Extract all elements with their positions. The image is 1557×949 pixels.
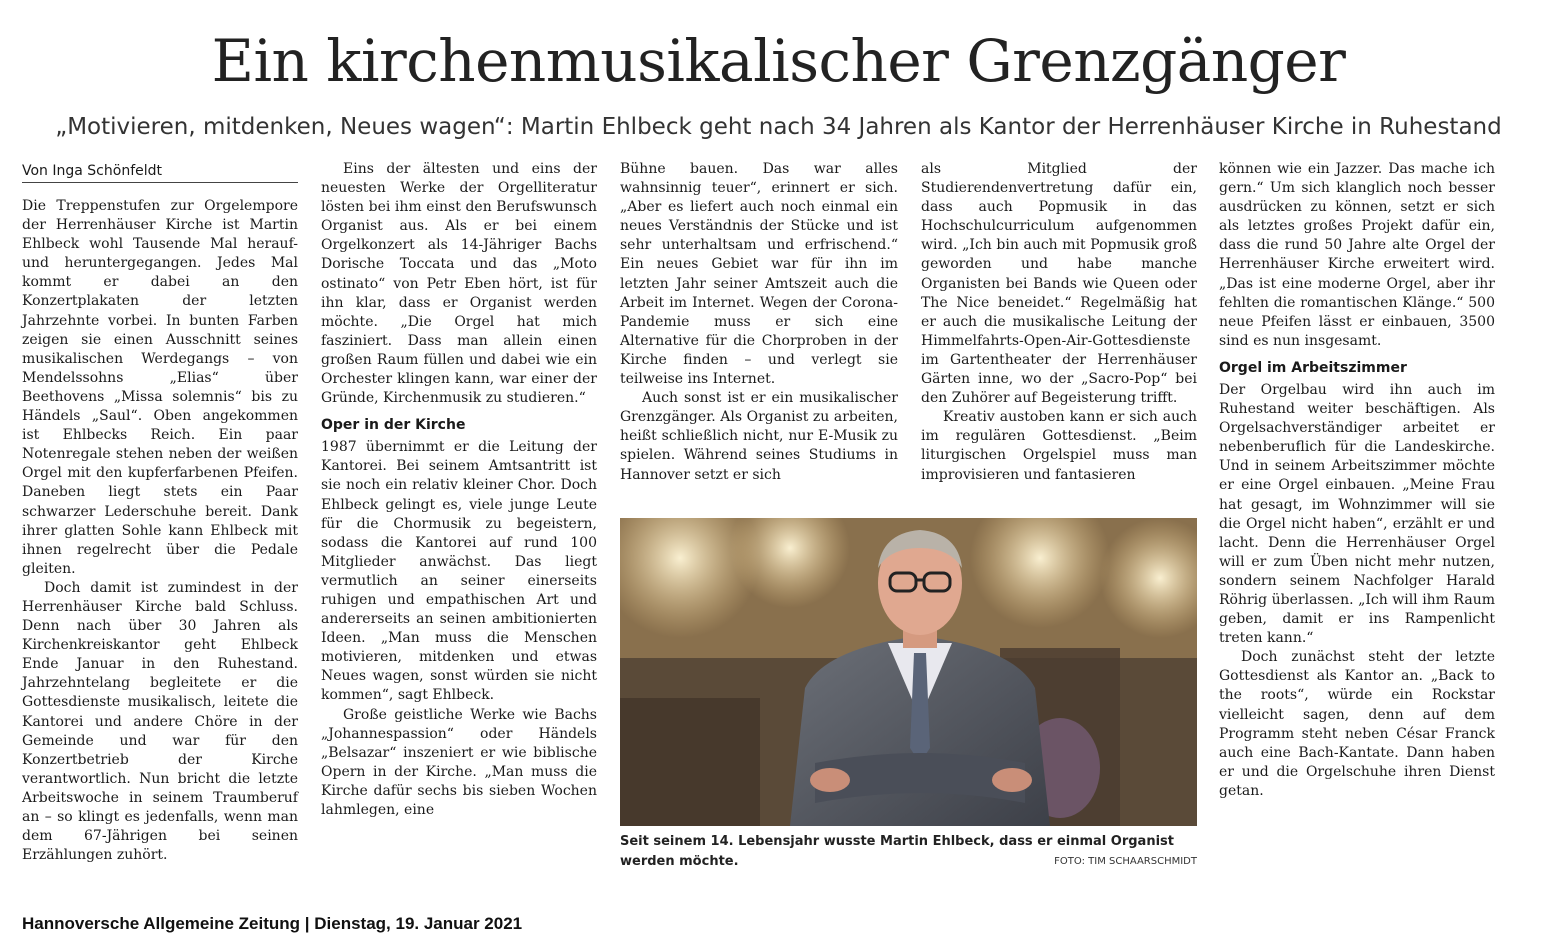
paragraph: als Mitglied der Studierendenvertretung dafür ein, dass auch Popmusik in das Hochschulcurriculum aufgenommen wird. „Ich bin auch mit Popmusik groß geworden und habe manche Organisten bei Bands wie Queen oder The Nice beneidet.“ Regelmäßig hat er auch die musikalische Leitung der Himmelfahrts-Open-Air-Gottesdienste im Gartentheater der Herrenhäuser Gärten inne, wo der „Sacro-Pop“ bei den Zuhörer auf Begeisterung trifft. [921, 161, 1197, 407]
paragraph: Doch zunächst steht der letzte Gottesdienst als Kantor an. „Back to the roots“, würde ein Rockstar vielleicht sagen, denn auf dem Programm steht neben César Franck auch eine Bach-Kantate. Dann haben er und die Orgelschuhe ihren Dienst getan. [1219, 649, 1495, 799]
paragraph: Bühne bauen. Das war alles wahnsinnig teuer“, erinnert er sich. „Aber es liefert auch noch einmal ein neues Verständnis der Stücke und ist sehr unterhaltsam und erfrischend.“ Ein neues Gebiet war für ihn im letzten Jahr seiner Amtszeit auch die Arbeit im Internet. Wegen der Corona-Pandemie muss er sich eine Alternative für die Chorproben in der Kirche finden – und verlegt sie teilweise ins Internet. [620, 161, 898, 388]
article-column-2 [321, 160, 597, 820]
paragraph: Auch sonst ist er ein musikalischer Grenzgänger. Als Organist zu arbeiten, heißt schließlich nicht, nur E-Musik zu spielen. Während seines Studiums in Hannover setzt er sich [620, 390, 898, 483]
paragraph: 1987 übernimmt er die Leitung der Kantorei. Bei seinem Amtsantritt ist sie noch ein relativ kleiner Chor. Doch Ehlbeck gelingt es, viele junge Leute für die Chormusik zu begeistern, sodass die Kantorei auf rund 100 Mitglieder anwächst. Das liegt vermutlich an seiner einerseits ruhigen und empathischen Art und andererseits an seinen ambitionierten Ideen. „Man muss die Menschen motivieren, mitdenken und etwas Neues wagen, sonst würden sie nicht kommen“, sagt Ehlbeck. [321, 439, 597, 704]
paragraph: Die Treppenstufen zur Orgelempore der Herrenhäuser Kirche ist Martin Ehlbeck wohl Tausende Mal herauf- und heruntergegangen. Jedes Mal kommt er dabei an den Konzertplakaten der letzten Jahrzehnte vorbei. In bunten Farben zeigen sie einen Ausschnitt seines musikalischen Werdegangs – von Mendelssohns „Elias“ über Beethovens „Missa solemnis“ bis zu Händels „Saul“. Oben angekommen ist Ehlbecks Reich. Ein paar Notenregale stehen neben der weißen Orgel mit den kupferfarbenen Pfeifen. Daneben liegt stets ein Paar schwarzer Lederschuhe bereit. Dank ihrer glatten Sohle kann Ehlbeck mit ihnen regelrecht über die Pedale gleiten. [22, 198, 298, 577]
paragraph: Doch damit ist zumindest in der Herrenhäuser Kirche bald Schluss. Denn nach über 30 Jahren als Kirchenkreiskantor geht Ehlbeck Ende Januar in den Ruhestand. Jahrzehntelang begleitete er die Gottesdienste musikalisch, leitete die Kantorei und andere Chöre in der Gemeinde und war für den Konzertbetrieb der Kirche verantwortlich. Nun bricht die letzte Arbeitswoche in seinem Traumberuf an – so klingt es jedenfalls, wenn man dem 67-Jährigen bei seinen Erzählungen zuhört. [22, 579, 298, 864]
paragraph: Kreativ austoben kann er sich auch im regulären Gottesdienst. „Beim liturgischen Orgelspiel muss man improvisieren und fantasieren [921, 409, 1197, 483]
article-column-3 [620, 160, 898, 485]
article-column-4 [921, 160, 1197, 485]
paragraph: Der Orgelbau wird ihn auch im Ruhestand weiter beschäftigen. Als Orgelsachverständiger arbeitet er nebenberuflich für die Landeskirche. Und in seinem Arbeitszimmer möchte er eine Orgel einbauen. „Meine Frau hat gesagt, im Wohnzimmer will sie die Orgel nicht haben“, erzählt er und lacht. Denn die Herrenhäuser Orgel will er zum Üben nicht mehr nutzen, sondern seinem Nachfolger Harald Röhrig überlassen. „Ich will ihm Raum geben, damit er ins Rampenlicht treten kann.“ [1219, 381, 1495, 647]
headline: Ein kirchenmusikalischer Grenzgänger [211, 27, 1346, 95]
article-photo [620, 518, 1197, 826]
portrait-image [620, 518, 1197, 826]
article-column-1 [22, 160, 298, 865]
paragraph: Eins der ältesten und eins der neuesten Werke der Orgelliteratur lösten bei ihm einst den Berufswunsch Organist aus. Als er bei einem Orgelkonzert als 14-Jähriger Bachs Dorische Toccata und das „Moto ostinato“ von Petr Eben hört, ist für ihn klar, dass er Organist werden möchte. „Die Orgel hat mich fasziniert. Dass man allein einen großen Raum füllen und dabei wie ein Orchester klingen kann, war einer der Gründe, Kirchenmusik zu studieren.“ [321, 161, 597, 407]
subheadline: „Motivieren, mitdenken, Neues wagen“: Martin Ehlbeck geht nach 34 Jahren als Kantor der Herrenhäuser Kirche in Ruhestand [55, 114, 1502, 140]
publication-footer: Hannoversche Allgemeine Zeitung | Dienstag, 19. Januar 2021 [22, 914, 523, 933]
paragraph: können wie ein Jazzer. Das mache ich gern.“ Um sich klanglich noch besser ausdrücken zu können, setzt er sich als letztes großes Projekt dafür ein, dass die rund 50 Jahre alte Orgel der Herrenhäuser Kirche erweitert wird. „Das ist eine moderne Orgel, aber ihr fehlten die romantischen Klänge.“ 500 neue Pfeifen lässt er einbauen, 3500 sind es nun insgesamt. [1219, 161, 1495, 349]
photo-caption: Seit seinem 14. Lebensjahr wusste Martin Ehlbeck, dass er einmal Organist werden möchte. [620, 834, 1174, 869]
photo-credit: FOTO: TIM SCHAARSCHMIDT [1054, 856, 1197, 867]
section-heading: Orgel im Arbeitszimmer [1219, 359, 1407, 376]
article-column-5 [1219, 160, 1495, 801]
byline: Von Inga Schönfeldt [22, 160, 298, 183]
paragraph: Große geistliche Werke wie Bachs „Johannespassion“ oder Händels „Belsazar“ inszeniert er wie biblische Opern in der Kirche. „Man muss die Kirche dafür sechs bis sieben Wochen lahmlegen, eine [321, 706, 597, 818]
section-heading: Oper in der Kirche [321, 417, 466, 434]
